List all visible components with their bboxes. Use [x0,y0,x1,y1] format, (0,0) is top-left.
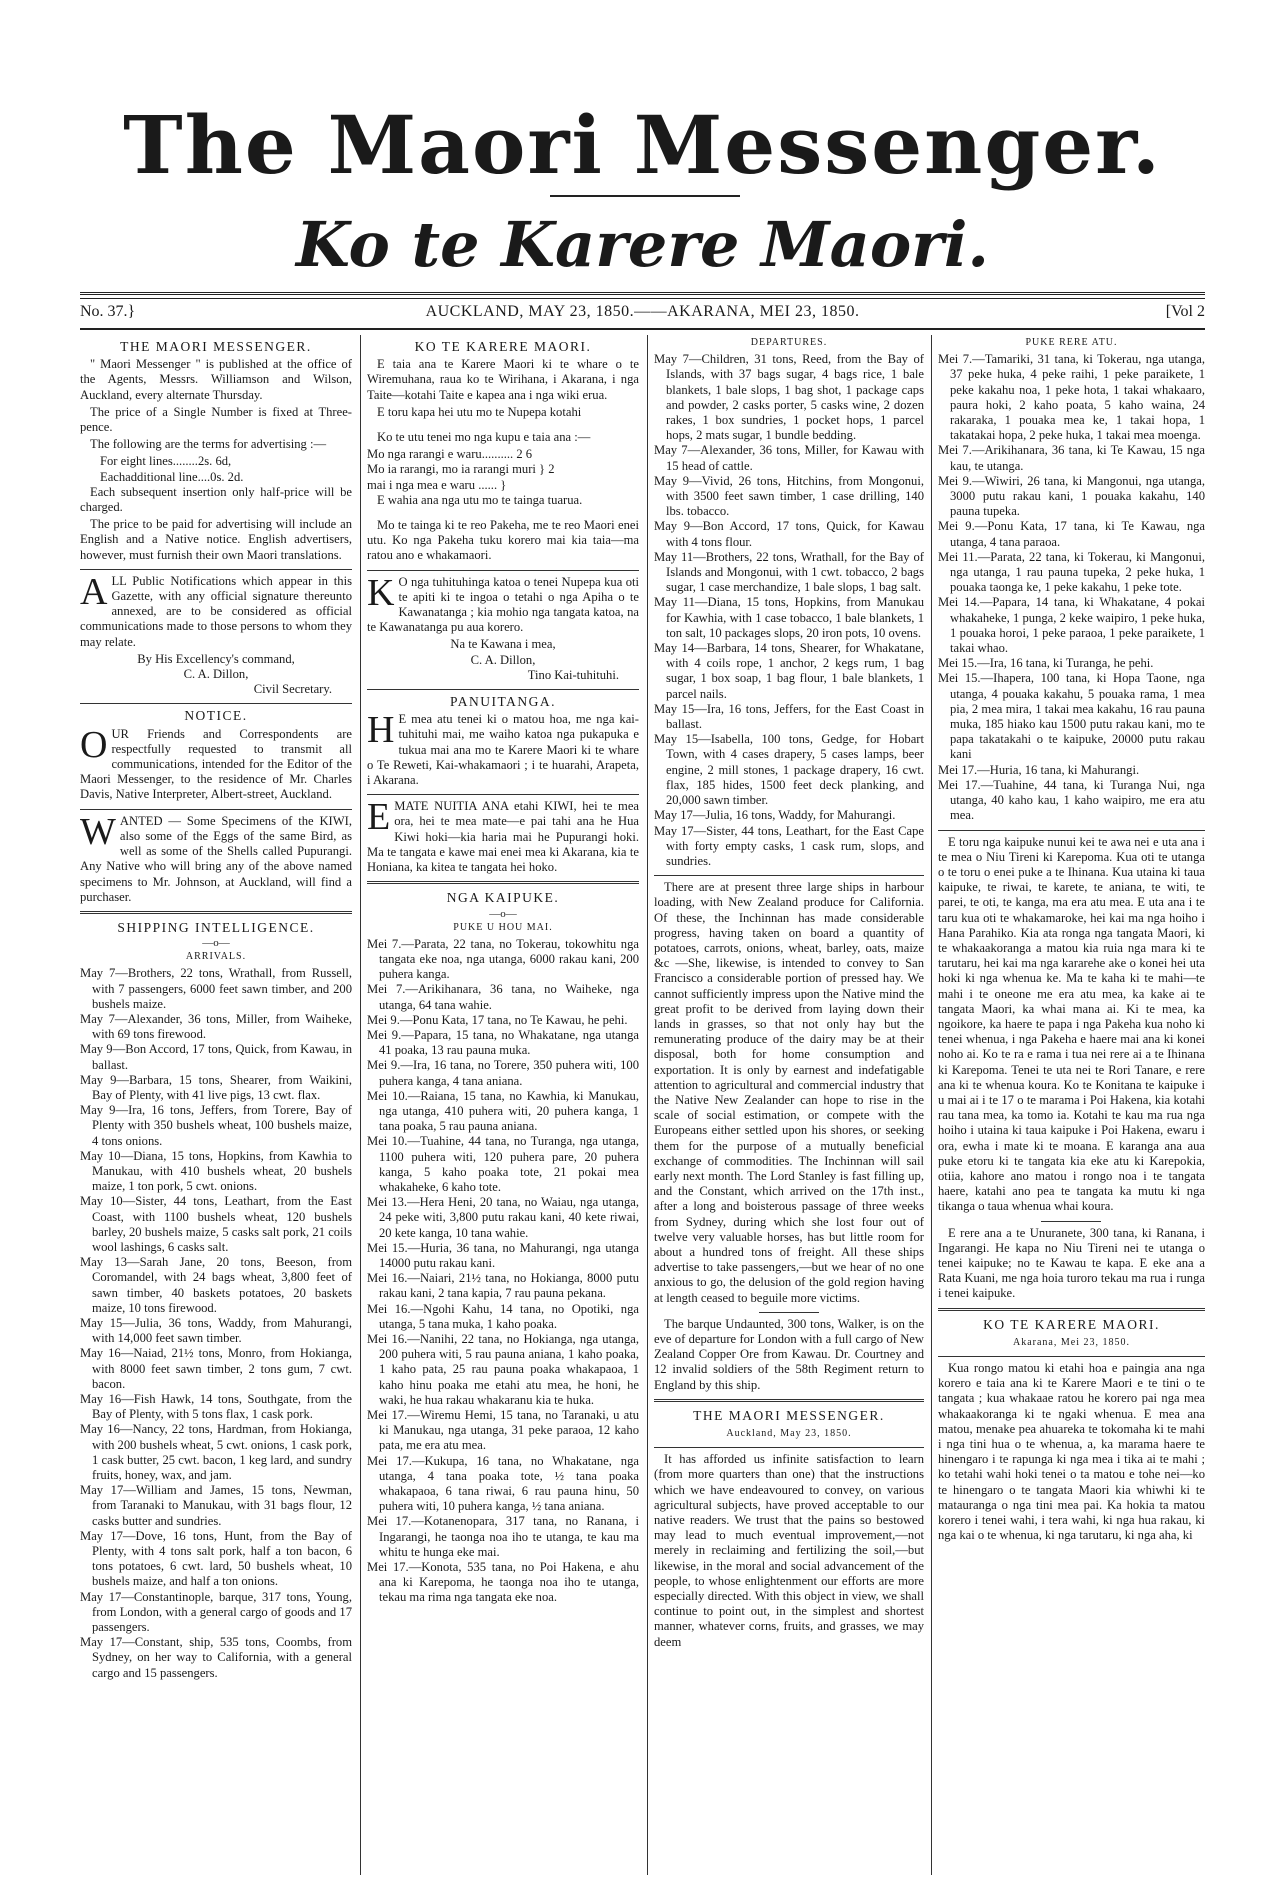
section-divider [938,830,1205,831]
publication-info: E taia ana te Karere Maori ki te whare o te Wiremuhana, raua ko te Wirihana, i Akarana, i nga Taite—kotahi Taite e kapea ana i nga wiki erua. [367,357,639,402]
insertion-info: E wahia ana nga utu mo te tainga tuarua. [377,492,583,507]
arrivals-heading: PUKE U HOU MAI. [453,921,553,933]
section-divider [938,1308,1205,1313]
ship-arrival-entry: Mei 16.—Nanihi, 22 tana, no Hokianga, nga utanga, 200 puhera witi, 5 rau pauna aniana, 1 kaho poaka, 1 kaho pata, 25 rau pauna poaka whakapaoa, 1 kaho hinu poaka me etahi atu mea, he honi, he waki, he hua rakau whakaranu kia te huka. [367,1331,639,1407]
dash-ornament: —o— [489,907,517,920]
ship-arrival-entry: May 10—Diana, 15 tons, Hopkins, from Kawhia to Manukau, with 410 bushels wheat, 20 bushels maize, 1 ton pork, 5 cwt. onions. [80,1148,352,1194]
notification-text: O nga tuhituhinga katoa o tenei Nupepa kua oti te apiti ki te ingoa o tetahi o nga Apiha o te Kawanatanga ; kia mohio nga tangata katoa, na te Kawanatanga pu aua korero. [367,574,639,635]
section-divider [938,1356,1205,1357]
masthead-maori: Ko te Karere Maori. [296,208,989,281]
advertising-terms-intro: The following are the terms for advertising :— [90,437,327,452]
ship-departure-entry: May 17—Sister, 44 tons, Leathart, for the East Cape with forty empty casks, 1 cask rum, slops, and sundries. [654,823,924,868]
publication-info: " Maori Messenger " is published at the office of the Agents, Messrs. Williamson and Wilson, Auckland, every alternate Thursday. [80,357,352,402]
ship-departure-entry: Mei 17.—Tuahine, 44 tana, ki Turanga Nui, nga utanga, 40 kaho kau, 1 kaho waipiro, me era atu mea. [938,777,1205,823]
editorial-text: Kua rongo matou ki etahi hoa e paingia ana nga korero e taia ana ki te Karere Maori e te tini o te tangata ; kua whakaae ratou he korero pai nga mea whakaakoranga ki te ngaki whenua. E mea ana matou, menake pea ahuareka te tokomaha ki te mahi i nga tini hua o te whenua, a, ka marama haere te hinengaro i te rapunga ki nga mea i tika ai te mahi ; ko tetahi wahi hoki tenei o ta matou e tohe nei—ko te hinengaro o te tangata Maori kia whiwhi ki te matauranga o nga tini mea pai. Ka hokia ta matou korero i tenei wahi, i tera wahi, ki nga hua rakau, ki nga kai o te whenua, ki nga tarutaru, ki nga aha, ki [938,1361,1205,1543]
drop-cap: A [80,570,108,613]
masthead-rule [550,195,740,197]
ship-departure-entry: Mei 15.—Ihapera, 100 tana, ki Hopa Taone, nga utanga, 4 pouaka kakahu, 5 pouaka rama, 1 mea pia, 2 mea mira, 1 takai mea kakahu, 16 rau pauna muka, 185 hiako kau 1500 putu rakau kani, mo te papa takatakahi o te kaipuke, 20000 putu rakau kani [938,671,1205,762]
ship-arrival-entry: Mei 17.—Wiremu Hemi, 15 tana, no Taranaki, u atu ki Manukau, nga utanga, 31 peke paraoa, 12 kaho pata, me era atu mea. [367,1408,639,1453]
column-4 [938,335,1205,1545]
dateline-text: AUCKLAND, MAY 23, 1850.——AKARANA, MEI 23, 1850. [425,303,860,320]
price-info: The price of a Single Number is fixed at Three-pence. [80,404,352,435]
heading-editorial: KO TE KARERE MAORI. [983,1316,1160,1332]
departures-list [938,352,1205,823]
price-info: E toru kapa hei utu mo te Nupepa kotahi [377,404,582,419]
masthead-english: The Maori Messenger. [123,98,1162,192]
ship-arrival-entry: May 16—Nancy, 22 tons, Hardman, from Hokianga, with 200 bushels wheat, 5 cwt. onions, 1 cask pork, 1 cask butter, 25 cwt. bacon, 1 keg lard, and sundry fruits, honey, wax, and jam. [80,1422,352,1483]
ship-arrival-entry: May 9—Barbara, 15 tons, Shearer, from Waikini, Bay of Plenty, with 41 live pigs, 13 cwt. flax. [80,1072,352,1102]
signature-name: C. A. Dillon, [183,667,249,682]
departures-heading: PUKE RERE ATU. [1025,337,1118,348]
newspaper-page [80,95,1205,1875]
public-notifications [80,570,352,650]
section-divider [80,809,352,810]
issue-number: No. 37.} [80,303,136,320]
command-line: Na te Kawana i mea, [450,637,556,652]
arrivals-list [80,966,352,1681]
column-2 [367,335,639,1606]
kaipuke-article: E toru nga kaipuke nunui kei te awa nei e uta ana i te mea o Niu Tireni ki Karepoma. Kua oti te utanga o te toru o enei puke a te Ihinana. Kua utaina ki taua kaipuke, te riwai, te karete, te aniana, te witi, te parei, te oti, te kanga, ma era atu mea. E uta ana i te taru kua oti te whakamaroke, hei kai ma nga hoiho i Hana Parahiko. Kia ata ronga nga tangata Maori, ki te whakaakoranga a matou kia ruia nga mara ki te tarutaru, hei kai ma nga kararehe ake o konei hei uta hoki ki nga whenua ke. Ma te kaha ki te mahi—te mahi i te oneone me era atu mea, ka kake ai te tangata Maori, ka whai mana ai. Ki te mea, ka ngoikore, ka haere te papa i nga Pakeha kua noho ki tenei whenua, i nga Pakeha e haere mai ana ki konei noho ai. Ko te ra e rama i tua nei rere ai a te Ihinana ki Karepoma. Tenei te uta nei te Rori Tanare, e rere ana ki te whenua koura. Ko te Konitana te kaipuke i u mai ai i te 17 o te marama i Poi Hakena, kia kotahi rau tana mea, ka tomo ia. Kotahi te kau ma rua nga hoiho i utaina ki taua kaipuke i Poi Hakena, ewaru i ora, ewha i mate ki te moana. E karanga ana aua puke etoru ki te tangata kia eke atu ki Karepokia, otiia, kahore ano matou i rongo noa i te tangata haere, katahi ano pea te tangata ka mutu ki nga tikanga o taua whenua whai koura. [938,834,1205,1214]
terms-line: Mo ia rarangi, mo ia rarangi muri } 2 [367,462,555,477]
ship-arrival-entry: May 9—Ira, 16 tons, Jeffers, from Torere, Bay of Plenty with 350 bushels wheat, 100 bushels maize, 4 tons onions. [80,1103,352,1148]
ship-departure-entry: Mei 9.—Wiwiri, 26 tana, ki Mangonui, nga utanga, 3000 putu rakau kani, 1 pouaka kakahu, 140 pauna tupeka. [938,473,1205,519]
arrivals-list [367,937,639,1606]
ship-arrival-entry: Mei 16.—Ngohi Kahu, 14 tana, no Opotiki, nga utanga, 5 tana muka, 1 kaho poaka. [367,1301,639,1331]
ship-departure-entry: May 17—Julia, 16 tons, Waddy, for Mahurangi. [654,808,896,823]
ship-departure-entry: May 7—Children, 31 tons, Reed, from the Bay of Islands, with 37 bags sugar, 4 bags rice, 1 bale blankets, 1 bale slops, 1 bag shot, 1 package caps and powder, 2 casks porter, 5 casks wine, 2 dozen rakes, 1 box sundries, 1 pocket hops, 1 parcel hops, 2 mats sugar, 1 bundle bedding. [654,352,924,443]
ship-arrival-entry: May 17—Constant, ship, 535 tons, Coombs, from Sydney, on her way to California, with a general cargo and 15 passengers. [80,1635,352,1680]
section-divider [654,1399,924,1404]
ship-arrival-entry: May 10—Sister, 44 tons, Leathart, from the East Coast, with 1100 bushels wheat, 120 bushels barley, 20 bushels maize, 5 casks salt pork, 21 coils wool lashings, 6 casks salt. [80,1194,352,1254]
heading-editorial: THE MAORI MESSENGER. [693,1407,885,1423]
ship-arrival-entry: Mei 10.—Raiana, 15 tana, no Kawhia, ki Manukau, nga utanga, 410 puhera witi, 20 puhera kanga, 1 tana poaka, 5 rau pauna aniana. [367,1088,639,1134]
california-ships-article: There are at present three large ships in harbour loading, with New Zealand produce for California. Of these, the Inchinnan has made considerable progress, having taken on board a quantity of potatoes, carrots, onions, wheat, barley, oats, maize &c —She, likewise, is intended to convey to San Francisco a considerable portion of pressed hay. We cannot sufficiently impress upon the Native mind the great profit to be derived from laying down their lands in grasses, so that not only hay but the remunerating produce of the dairy may be at their disposal, both for home consumption and exportation. It is only by earnest and indefatigable attention to agricultural and commercial industry that the Native New Zealander can hope to rise in the scale of social estimation, or compete with the Europeans either settled upon his shores, or seeking them for the purpose of a mutually beneficial exchange of commodities. The Inchinnan will sail early next month. The Lord Stanley is fast filling up, and the Constant, which arrived on the 17th inst., after a long and boisterous passage of three weeks from Sydney, during which she lost four out of twelve very valuable horses, has but little room for about a hundred tons of freight. All these ships advertise to take passengers,—but we hear of no one anxious to go, the delusion of the gold region having at length ceased to beguile more victims. [654,880,924,1305]
ship-departure-entry: May 7—Alexander, 36 tons, Miller, for Kawau with 15 head of cattle. [654,443,924,473]
heading-nga-kaipuke: NGA KAIPUKE. [446,890,560,906]
drop-cap: H [367,709,395,752]
signature-title: Tino Kai-tuhituhi. [527,667,619,682]
ship-arrival-entry: May 16—Naiad, 21½ tons, Monro, from Hokianga, with 8000 feet sawn timber, 2 tons gum, 7 cwt. bacon. [80,1346,352,1391]
dateline [80,303,1205,327]
section-divider [367,689,639,690]
ship-arrival-entry: May 17—Constantinople, barque, 317 tons, Young, from London, with a general cargo of goods and 17 passengers. [80,1589,352,1635]
section-divider [367,881,639,886]
ship-departure-entry: Mei 17.—Huria, 16 tana, ki Mahurangi. [938,762,1140,777]
column-rule [647,335,648,1875]
ship-departure-entry: May 11—Diana, 15 tons, Hopkins, from Manukau for Kawhia, with 1 case tobacco, 1 bale blankets, 1 ton salt, 10 packages slops, 20 iron pots, 10 ovens. [654,595,924,640]
section-divider [367,570,639,571]
insertion-info: Each subsequent insertion only half-price will be charged. [80,484,352,515]
terms-line: For eight lines........2s. 6d, [100,454,232,469]
section-divider [367,794,639,795]
ship-arrival-entry: Mei 17.—Konota, 535 tana, no Poi Hakena, e ahu ana ki Karepoma, he taonga noa iho te utanga, tekau ma rima nga tangata eke noa. [367,1560,639,1605]
kiwi-body: MATE NUITIA ANA etahi KIWI, hei te mea ora, hei te mea mate—e pai tahi ana he Hua Kiwi hoki—kia haria mai he Pupurangi hoki. Ma te tangata e kawe mai enei mea ki Akarana, kia te Honiana, ka kitea te tangata hei hoko. [367,799,639,875]
ship-departure-entry: Mei 11.—Parata, 22 tana, ki Tokerau, ki Mangonui, nga utanga, 1 rau pauna tupeka, 2 peke huka, 1 pouaka taonga ke, 1 peke kakahu, 1 peke tote. [938,549,1205,595]
ranana-article: E rere ana a te Unuranete, 300 tana, ki Ranana, i Ingarangi. He kapa no Niu Tireni nei te utanga o tenei kaipuke; no te Kawau te kapa. E eke ana a Rata Kuani, me nga hoia turoro tekau ma rua i runga i tenei kaipuke. [938,1225,1205,1301]
translation-info: Mo te tainga ki te reo Pakeha, me te reo Maori enei utu. Ko nga Pakeha tuku korero mai kia taia—ma ratou ano e whakamaori. [367,518,639,563]
column-rule [360,335,361,1875]
ship-arrival-entry: May 7—Alexander, 36 tons, Miller, from Waiheke, with 69 tons firewood. [80,1011,352,1042]
dash-ornament: —o— [202,937,230,950]
ship-departure-entry: May 15—Isabella, 100 tons, Gedge, for Hobart Town, with 4 cases drapery, 5 cases lamps, beer engine, 2 mill stones, 1 package drapery, 16 cwt. flax, 185 hides, 1500 feet deck planking, and 20,000 sawn timber. [654,732,924,808]
ship-arrival-entry: Mei 17.—Kukupa, 16 tana, no Whakatane, nga utanga, 4 tana poaka tote, ½ tana poaka whakapaoa, 6 tana riwai, 6 rau pauna hinu, 50 puhera witi, 10 puhera kanga, ½ tana aniana. [367,1453,639,1514]
section-divider [654,875,924,876]
ship-arrival-entry: Mei 10.—Tuahine, 44 tana, no Turanga, nga utanga, 1100 puhera witi, 120 puhera pare, 20 puhera kanga, 5 kaho poaka tote, 21 pokai mea whakaheke, 6 kaho tote. [367,1134,639,1194]
ship-departure-entry: May 15—Ira, 16 tons, Jeffers, for the East Coast in ballast. [654,701,924,732]
ship-arrival-entry: Mei 9.—Ponu Kata, 17 tana, no Te Kawau, he pehi. [367,1012,628,1027]
editorial-date: Auckland, May 23, 1850. [726,1428,852,1440]
public-notifications [367,571,639,636]
heading-notice: NOTICE. [184,708,248,724]
ship-arrival-entry: May 13—Sarah Jane, 20 tons, Beeson, from Coromandel, with 24 bags wheat, 3,800 feet of sawn timber, 40 baskets potatoes, 20 baskets maize, 10 tons firewood. [80,1255,352,1315]
section-divider [654,1447,924,1448]
drop-cap: K [367,571,395,614]
ship-arrival-entry: Mei 16.—Naiari, 21½ tana, no Hokianga, 8000 putu rakau kani, 2 tana kapia, 7 rau pauna pekana. [367,1271,639,1301]
masthead-divider [80,292,1205,299]
ship-arrival-entry: May 17—Dove, 16 tons, Hunt, from the Bay of Plenty, with 4 tons salt pork, half a ton bacon, 6 tons potatoes, 6 cwt. lard, 50 bushels wheat, 10 bushels maize, and half a ton onions. [80,1528,352,1589]
heading-karere-maori: KO TE KARERE MAORI. [414,339,592,354]
ship-arrival-entry: Mei 7.—Arikihanara, 36 tana, no Waiheke, nga utanga, 64 tana wahie. [367,982,639,1012]
ship-arrival-entry: Mei 15.—Huria, 36 tana, no Mahurangi, nga utanga 14000 putu rakau kani. [367,1240,639,1270]
notification-text: LL Public Notifications which appear in this Gazette, with any official signature thereunto annexed, are to be considered as official communications made to those persons to whom they may relate. [80,573,352,649]
volume-number: [Vol 2 [1165,303,1205,320]
translation-info: The price to be paid for advertising will include an English and a Native notice. English advertisers, however, must furnish their own Maori translations. [80,517,352,562]
ship-departure-entry: Mei 14.—Papara, 14 tana, ki Whakatane, 4 pokai whakaheke, 1 punga, 2 keke waipiro, 1 peke huka, 1 pouaka horoi, 1 peke paraoa, 1 peke paraikete, 1 takai whao. [938,595,1205,656]
ship-arrival-entry: Mei 17.—Kotanenopara, 317 tana, no Ranana, i Ingarangi, he taonga noa iho te utanga, te kau ma whitu te hunga eke mai. [367,1514,639,1559]
ship-departure-entry: Mei 9.—Ponu Kata, 17 tana, ki Te Kawau, nga utanga, 4 tana paraoa. [938,519,1205,549]
heading-maori-messenger: THE MAORI MESSENGER. [120,339,312,354]
editorial-text: It has afforded us infinite satisfaction to learn (from more quarters than one) that the instructions which we have endeavoured to convey, on various agricultural subjects, have proved acceptable to our native readers. We trust that the pains so bestowed may lead to much eventual improvement,—not merely in reclaiming and fertilizing the soil,—but likewise, in the moral and social advancement of the people, to whose enlightenment our efforts are more especially directed. With this object in view, we shall continue to point out, in the simplest and shortest manner, whatever corns, fruits, and grasses, we may deem [654,1452,924,1649]
departures-heading: DEPARTURES. [750,337,828,348]
ship-departure-entry: May 14—Barbara, 14 tons, Shearer, for Whakatane, with 4 coils rope, 1 anchor, 2 kegs rum, 1 bag sugar, 1 box soap, 1 bag flour, 1 bale blankets, 1 parcel nails. [654,641,924,701]
column-3 [654,335,924,1652]
terms-line: Mo nga rarangi e waru.......... 2 6 [367,447,533,462]
notice-text [80,723,352,803]
ship-arrival-entry: Mei 7.—Parata, 22 tana, no Tokerau, tokowhitu nga tangata eke noa, nga utanga, 6000 rakau kani, 200 puhera kanga. [367,936,639,982]
section-divider [80,911,352,916]
ship-departure-entry: Mei 15.—Ira, 16 tana, ki Turanga, he pehi. [938,656,1154,671]
column-1 [80,335,352,1681]
ship-departure-entry: May 11—Brothers, 22 tons, Wrathall, for the Bay of Islands and Mongonui, with 1 cwt. tobacco, 2 bags sugar, 1 case merchandize, 1 bale slops, 1 bag salt. [654,549,924,595]
signature-title: Civil Secretary. [253,682,332,697]
drop-cap: W [80,810,116,853]
wanted-advert [80,810,352,905]
wanted-body: ANTED — Some Specimens of the KIWI, also some of the Eggs of the same Bird, as well as some of the Shells called Pupurangi. Any Native who will bring any of the above named specimens to Mr. Johnson, at Auckland, will find a purchaser. [80,813,352,904]
dateline-divider [80,328,1205,330]
departures-list [654,352,924,869]
short-rule [1041,1221,1101,1222]
ship-arrival-entry: Mei 13.—Hera Heni, 20 tana, no Waiau, nga utanga, 24 peke witi, 3,800 putu rakau kani, 40 kete riwai, 20 kete kanga, 10 tana wahie. [367,1195,639,1240]
drop-cap: O [80,723,108,766]
section-divider [80,703,352,704]
kiwi-advert [367,796,639,875]
ship-arrival-entry: May 9—Bon Accord, 17 tons, Quick, from Kawau, in ballast. [80,1042,352,1072]
ship-departure-entry: May 9—Vivid, 26 tons, Hitchins, from Mongonui, with 3500 feet sawn timber, 1 case drilling, 140 lbs. tobacco. [654,473,924,519]
command-line: By His Excellency's command, [137,651,295,666]
terms-line: Eachadditional line....0s. 2d. [100,469,244,484]
ship-arrival-entry: May 7—Brothers, 22 tons, Wrathall, from Russell, with 7 passengers, 6000 feet sawn timber, and 200 bushels maize. [80,966,352,1011]
ship-arrival-entry: Mei 9.—Papara, 15 tana, no Whakatane, nga utanga 41 poaka, 13 rau pauna muka. [367,1027,639,1058]
column-rule [931,335,932,1875]
editorial-date: Akarana, Mei 23, 1850. [1013,1336,1130,1348]
ship-arrival-entry: May 15—Julia, 36 tons, Waddy, from Mahurangi, with 14,000 feet sawn timber. [80,1315,352,1346]
signature-name: C. A. Dillon, [470,652,536,667]
heading-shipping: SHIPPING INTELLIGENCE. [117,919,315,935]
ship-departure-entry: May 9—Bon Accord, 17 tons, Quick, for Kawau with 4 tons flour. [654,519,924,549]
notice-body: UR Friends and Correspondents are respectfully requested to transmit all communications, intended for the Editor of the Maori Messenger, to the residence of Mr. Charles Davis, Native Interpreter, Albert-street, Auckland. [80,726,352,802]
heading-panuitanga: PANUITANGA. [449,694,557,710]
terms-line: mai i nga mea e waru ...... } [367,477,507,492]
advertising-terms-intro: Ko te utu tenei mo nga kupu e taia ana :— [377,430,591,445]
section-divider [80,569,352,570]
ship-departure-entry: Mei 7.—Tamariki, 31 tana, ki Tokerau, nga utanga, 37 peke huka, 4 peke raihi, 1 peke paraikete, 1 peke kakahu noa, 1 peke hota, 1 takai whakaaro, paura hoki, 2 kaho poata, 5 kaho waina, 24 rakaraka, 1 pouaka mea ke, 1 takai hopa, 1 takatakai hopa, 2 peke huka, 1 takai mea moenga. [938,352,1205,443]
arrivals-heading: ARRIVALS. [185,951,247,963]
ship-arrival-entry: May 16—Fish Hawk, 14 tons, Southgate, from the Bay of Plenty, with 5 tons flax, 1 cask pork. [80,1392,352,1422]
panuitanga-text [367,709,639,788]
panuitanga-body: E mea atu tenei ki o matou hoa, me nga kai-tuhituhi mai, me waiho katoa nga pukapuka e tukua mai ana mo te Karere Maori ki te whare o Te Reweti, Kai-whakamaori ; i te huarahi, Arapeta, i Akarana. [367,712,639,788]
short-rule [759,1312,819,1313]
ship-arrival-entry: Mei 9.—Ira, 16 tana, no Torere, 350 puhera witi, 100 puhera kanga, 4 tana aniana. [367,1058,639,1088]
ship-arrival-entry: May 17—William and James, 15 tons, Newman, from Taranaki to Manukau, with 31 bags flour, 12 casks butter and sundries. [80,1483,352,1528]
ship-departure-entry: Mei 7.—Arikihanara, 36 tana, ki Te Kawau, 15 nga kau, te utanga. [938,443,1205,473]
barque-article: The barque Undaunted, 300 tons, Walker, is on the eve of departure for London with a full cargo of New Zealand Copper Ore from Kawau. Dr. Courtney and 12 invalid soldiers of the 58th Regiment return to England by this ship. [654,1316,924,1392]
drop-cap: E [367,796,391,839]
